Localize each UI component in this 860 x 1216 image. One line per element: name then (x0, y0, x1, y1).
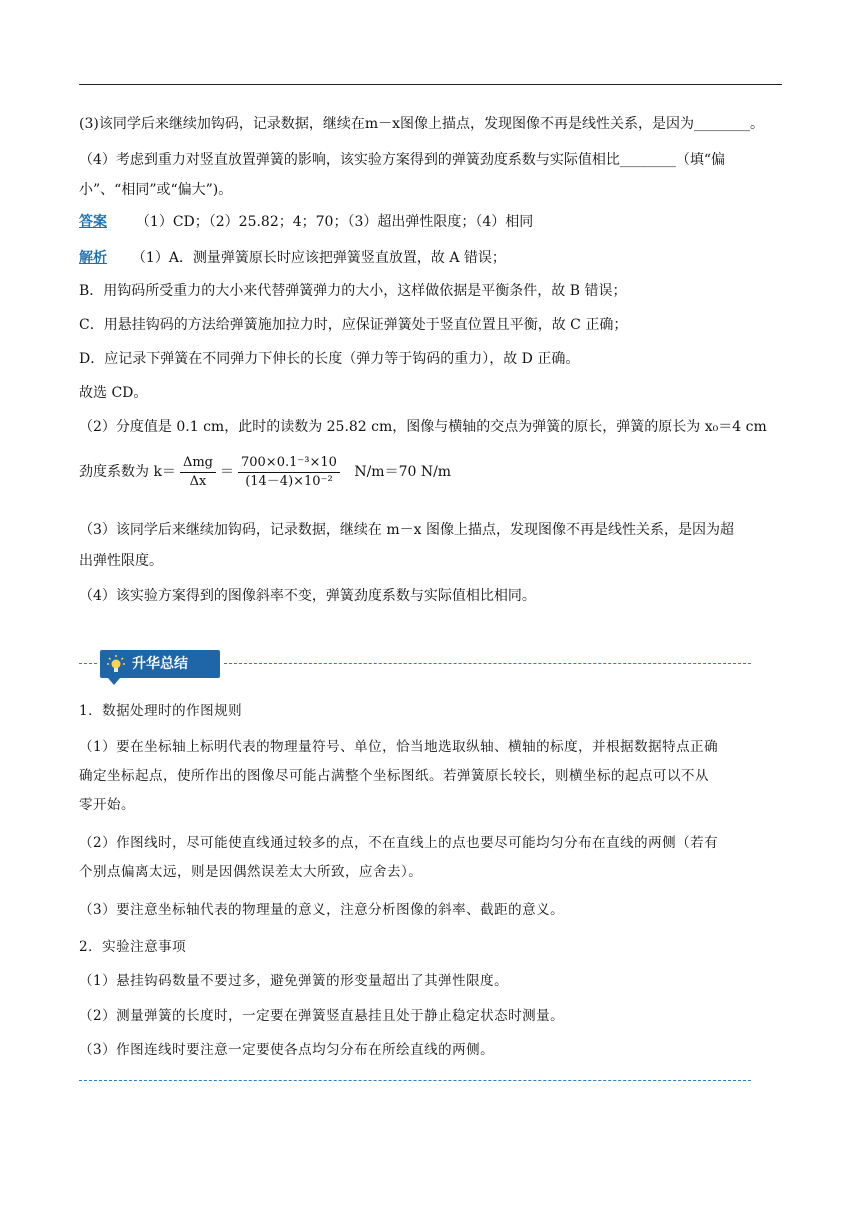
summary-heading-1: 1．数据处理时的作图规则 (79, 703, 243, 719)
lightbulb-icon (106, 654, 126, 674)
summary-note-1: （1）悬挂钩码数量不要过多，避免弹簧的形变量超出了其弹性限度。 (79, 973, 509, 989)
answer-text: （1）CD；（2）25.82；4；70；（3）超出弹性限度；（4）相同 (135, 214, 534, 230)
badge-tail (108, 678, 120, 685)
question-3: (3)该同学后来继续加钩码，记录数据，继续在m－x图像上描点，发现图像不再是线性关系，是因为________。 (79, 116, 764, 132)
summary-rule-1-line2: 确定坐标起点，使所作出的图像尽可能占满整个坐标图纸。若弹簧原长较长，则横坐标的起点可以不从 (79, 768, 709, 784)
analysis-part3-line1: （3）该同学后来继续加钩码，记录数据，继续在 m－x 图像上描点，发现图像不再是线性关系，是因为超 (79, 522, 734, 538)
summary-dash-right (224, 663, 751, 664)
fraction-1: $\frac{\text{Δmg}}{\Delta x}$ (180, 455, 216, 490)
summary-rule-2-line1: （2）作图线时，尽可能使直线通过较多的点，不在直线上的点也要尽可能均匀分布在直线的两侧（若有 (79, 835, 719, 851)
summary-rule-1-line3: 零开始。 (79, 797, 135, 813)
analysis-line-b: B．用钩码所受重力的大小来代替弹簧弹力的大小，这样做依据是平衡条件，故 B 错误； (79, 283, 627, 299)
analysis-part4: （4）该实验方案得到的图像斜率不变，弹簧劲度系数与实际值相比相同。 (79, 588, 536, 604)
answer-label[interactable]: 答案 (79, 214, 107, 230)
summary-dash-left (79, 663, 97, 664)
summary-title: 升华总结 (132, 656, 188, 672)
summary-note-3: （3）作图连线时要注意一定要使各点均匀分布在所绘直线的两侧。 (79, 1042, 495, 1058)
formula-eq: ＝ (219, 464, 234, 480)
analysis-conclusion: 故选 CD。 (79, 385, 148, 401)
header-rule (79, 84, 782, 85)
summary-bottom-rule (79, 1080, 751, 1081)
analysis-part2: （2）分度值是 0.1 cm，此时的读数为 25.82 cm，图像与横轴的交点为弹簧的原长，弹簧的原长为 x₀＝4 cm (79, 419, 767, 435)
analysis-line-d: D．应记录下弹簧在不同弹力下伸长的长度（弹力等于钩码的重力），故 D 正确。 (79, 351, 580, 367)
summary-rule-1-line1: （1）要在坐标轴上标明代表的物理量符号、单位，恰当地选取纵轴、横轴的标度，并根据数据特点正确 (79, 739, 719, 755)
question-4-line2: 小”、“相同”或“偏大”)。 (79, 182, 233, 198)
summary-rule-3: （3）要注意坐标轴代表的物理量的意义，注意分析图像的斜率、截距的意义。 (79, 902, 565, 918)
formula-suffix: N/m＝70 N/m (354, 464, 452, 480)
formula-row (79, 452, 451, 492)
summary-badge (100, 650, 220, 678)
analysis-part3-line2: 出弹性限度。 (79, 553, 163, 569)
summary-note-2: （2）测量弹簧的长度时，一定要在弹簧竖直悬挂且处于静止稳定状态时测量。 (79, 1008, 565, 1024)
analysis-line-c: C．用悬挂钩码的方法给弹簧施加拉力时，应保证弹簧处于竖直位置且平衡，故 C 正确； (79, 317, 628, 333)
answer-row (79, 212, 533, 232)
summary-header (79, 648, 751, 680)
formula-prefix: 劲度系数为 k＝ (79, 464, 176, 480)
analysis-first: （1）A．测量弹簧原长时应该把弹簧竖直放置，故 A 错误； (131, 250, 506, 266)
summary-rule-2-line2: 个别点偏离太远，则是因偶然误差太大所致，应舍去）。 (79, 864, 423, 880)
analysis-label[interactable]: 解析 (79, 250, 107, 266)
fraction-2: $\frac{\text{700×0.1⁻³×10}}{\text{(14－4)×10⁻²}}$ (238, 455, 340, 490)
analysis-row (79, 248, 506, 268)
question-4-line1: （4）考虑到重力对竖直放置弹簧的影响，该实验方案得到的弹簧劲度系数与实际值相比________（填“偏 (79, 152, 726, 168)
summary-heading-2: 2．实验注意事项 (79, 939, 187, 955)
